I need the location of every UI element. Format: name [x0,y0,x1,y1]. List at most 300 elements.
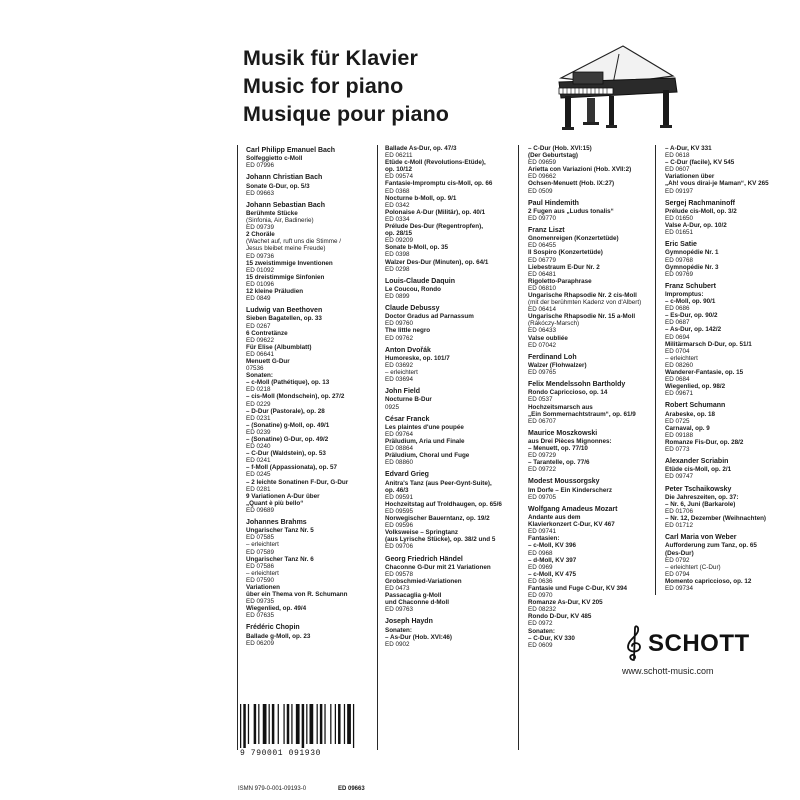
edition-line: ED 06641 [246,350,275,358]
composer-name: Frédéric Chopin [246,624,300,632]
work-title: Wiegenlied, op. 98/2 [665,383,726,391]
work-title: und Chaconne d-Moll [385,599,450,607]
barcode-bar [324,704,325,744]
composer-entry [528,430,650,474]
work-title: – cis-Moll (Mondschein), op. 27/2 [246,393,345,401]
edition-line: ED 0704 [665,347,690,355]
composer-name: Felix Mendelssohn Bartholdy [528,381,626,389]
barcode-bar [263,704,267,744]
composer-entry [385,388,507,410]
column-divider [655,145,656,595]
work-title: Im Dorfe – Ein Kinderscherz [528,486,612,494]
work-title: Fantasie-Impromptu cis-Moll, op. 66 [385,180,493,188]
work-title: 15 dreistimmige Sinfonien [246,273,325,281]
edition-line: ED 06414 [528,306,557,314]
edition-line: ED 01092 [246,266,275,274]
edition-line: ED 0636 [528,577,553,585]
edition-line: ED 0509 [528,187,553,195]
work-title: Berühmte Stücke [246,209,298,217]
work-title: Ballade g-Moll, op. 23 [246,632,311,640]
edition-line: ED 09188 [665,431,694,439]
barcode-bar [320,704,323,744]
edition-line: (Wachet auf, ruft uns die Stimme / [246,238,341,246]
work-title: 9 Variationen A-Dur über [246,492,320,500]
composer-entry [246,202,368,302]
edition-line: ED 09769 [665,270,694,278]
work-title: Valse A-Dur, op. 10/2 [665,222,727,230]
edition-line: ED 06433 [528,327,557,335]
title-block [243,44,449,128]
work-title: – (Sonatine) g-Moll, op. 49/1 [246,421,330,429]
work-title: – c-Moll, KV 475 [528,570,576,578]
edition-line: ED 09197 [665,187,694,195]
work-title: Gnomenreigen (Konzertetüde) [528,235,619,243]
work-title: Passacaglia g-Moll [385,592,442,600]
work-title: „Ein Sommernachtstraum“, op. 61/9 [528,410,636,418]
edition-line: ED 0968 [528,549,553,557]
edition-line: ED 0537 [528,396,553,404]
work-title: – C-Dur, KV 330 [528,634,575,642]
barcode-digits: 9 790001 091930 [240,749,322,757]
edition-line: ED 06481 [528,270,557,278]
barcode-bar [269,704,270,744]
edition-line: ED 0267 [246,322,271,330]
composer-entry [385,347,507,384]
work-title: Menuett G-Dur [246,357,290,365]
edition-line: ED 09764 [385,430,414,438]
work-title: Hochzeitstag auf Troldhaugen, op. 65/6 [385,500,502,508]
edition-line: ED 09705 [528,493,557,501]
edition-line: ED 0618 [665,152,690,160]
composer-entry [528,227,650,349]
work-title: Wiegenlied, op. 49/4 [246,605,307,613]
work-title: Sonaten: [528,627,555,635]
work-title: Arietta con Variazioni (Hob. XVII:2) [528,166,632,174]
edition-line: – erleichtert [246,541,279,549]
composer-name: Anton Dvořák [385,346,431,354]
work-title: Hochzeitsmarsch aus [528,403,593,411]
edition-line: ED 0849 [246,295,271,303]
edition-line: ED 0473 [385,585,410,593]
work-title: Etüde cis-Moll, op. 2/1 [665,466,732,474]
edition-line: ED 09578 [385,570,414,578]
work-title: Prélude Des-Dur (Regentropfen), [385,223,483,231]
work-title: Präludium, Aria und Finale [385,438,465,446]
composer-entry [665,458,787,480]
composer-name: Maurice Moszkowski [528,429,598,437]
work-title: Doctor Gradus ad Parnassum [385,313,474,321]
edition-line: ED 09706 [385,543,414,551]
work-title: Momento capriccioso, op. 12 [665,577,752,585]
work-title: – f-Moll (Appassionata), op. 57 [246,464,337,472]
composer-name: Johann Sebastian Bach [246,201,325,209]
edition-line: ED 07996 [246,162,275,170]
edition-line: ED 0231 [246,414,271,422]
composer-name: Georg Friedrich Händel [385,555,463,563]
edition-line: ED 09729 [528,452,557,460]
work-title: Volksweise – Springtanz [385,529,459,537]
work-title: Norwegischer Bauerntanz, op. 19/2 [385,515,490,523]
work-title: Carnaval, op. 9 [665,424,710,432]
work-title: 2 Choräle [246,231,275,239]
work-title: Rondo D-Dur, KV 485 [528,613,592,621]
edition-line: ED 06209 [246,639,275,647]
edition-line: ED 01651 [665,229,694,237]
work-title: – Es-Dur, op. 90/2 [665,312,718,320]
title-german: Musik für Klavier [243,46,418,70]
composer-name: Peter Tschaikowsky [665,485,732,493]
edition-line: ED 09574 [385,173,414,181]
edition-line: ED 09770 [528,214,557,222]
edition-line: ED 07585 [246,534,275,542]
work-title: Le Coucou, Rondo [385,285,441,293]
work-title: – As-Dur, op. 142/2 [665,326,722,334]
composer-entry [528,354,650,376]
work-title: – c-Moll (Pathétique), op. 13 [246,379,330,387]
work-title: über ein Thema von R. Schumann [246,591,348,599]
edition-line: ED 07635 [246,612,275,620]
composer-entry [385,416,507,467]
catalog-column-3 [528,145,650,654]
barcode-bar [310,704,314,744]
edition-line: (mit der berühmten Kadenz von d'Albert) [528,299,642,307]
work-title: Aufforderung zum Tanz, op. 65 [665,542,757,550]
edition-line: ED 09622 [246,336,275,344]
edition-line: ED 09663 [246,189,275,197]
edition-line: ED 07586 [246,562,275,570]
work-title: „Ah! vous dirai-je Maman“, KV 265 [665,180,769,188]
work-title: Variationen [246,583,280,591]
work-title: Chaconne G-Dur mit 21 Variationen [385,563,491,571]
edition-line: ED 03692 [385,361,414,369]
work-title: Variationen über [665,173,715,181]
edition-line: ED 06707 [528,417,557,425]
work-title: Valse oubliée [528,334,568,342]
composer-entry [246,519,368,619]
composer-name: Johannes Brahms [246,519,307,527]
work-title: Impromptus: [665,291,704,299]
work-title: Für Elise (Albumblatt) [246,343,312,351]
edition-line: ED 0239 [246,428,271,436]
composer-name: Joseph Haydn [385,618,433,626]
composer-entry [665,402,787,453]
edition-line: ED 0334 [385,215,410,223]
work-title: Ungarischer Tanz Nr. 6 [246,555,314,563]
work-title: op. 28/15 [385,230,412,238]
catalog-column-1 [246,147,368,652]
edition-line: ED 06455 [528,242,557,250]
edition-line: ED 08260 [665,361,694,369]
composer-entry [246,174,368,196]
publisher-url[interactable]: www.schott-music.com [622,666,714,676]
composer-name: Modest Moussorgsky [528,478,600,486]
title-french: Musique pour piano [243,102,450,126]
publisher-logo: SCHOTT [648,630,750,657]
work-title: Prélude cis-Moll, op. 3/2 [665,207,737,215]
composer-name: Carl Maria von Weber [665,534,737,542]
work-title: Il Sospiro (Konzertetüde) [528,249,603,257]
work-title: Anitra's Tanz (aus Peer-Gynt-Suite), [385,479,492,487]
edition-line: 0925 [385,403,400,411]
edition-line: ED 0687 [665,319,690,327]
composer-name: Wolfgang Amadeus Mozart [528,505,618,513]
composer-name: Sergej Rachmaninoff [665,199,736,207]
work-title: Grobschmied-Variationen [385,577,462,585]
edition-line: ED 06211 [385,152,413,160]
edition-line: ED 09760 [385,320,414,328]
barcode-bar [330,704,331,744]
composer-name: César Franck [385,415,430,423]
work-title: Militärmarsch D-Dur, op. 51/1 [665,340,752,348]
edition-line: ED 0969 [528,563,553,571]
edition-number: ED 09663 [338,786,365,792]
work-title: op. 10/12 [385,166,412,174]
composer-name: Ferdinand Loh [528,353,577,361]
edition-line: ED 0281 [246,485,271,493]
composer-entry [665,241,787,278]
work-title: Wanderer-Fantasie, op. 15 [665,369,744,377]
composer-entry [385,618,507,647]
composer-entry [246,624,368,646]
composer-entry [385,305,507,342]
composer-entry [528,478,650,500]
edition-line: ED 09734 [665,585,694,593]
edition-line: ED 0240 [246,443,271,451]
barcode-bar [302,704,305,748]
work-title: 2 Fugen aus „Ludus tonalis“ [528,207,614,215]
composer-entry [385,145,507,273]
edition-line: ED 09765 [528,369,557,377]
barcode-bar [296,704,300,744]
edition-line: ED 0241 [246,457,271,465]
work-title: Ballade As-Dur, op. 47/3 [385,145,457,152]
barcode-bar [335,704,336,744]
barcode-bar [240,704,241,748]
edition-line: ED 0684 [665,376,690,384]
edition-line: ED 0609 [528,641,553,649]
edition-line: ED 08232 [528,606,557,614]
composer-name: Claude Debussy [385,305,440,313]
edition-line: ED 08864 [385,445,414,453]
work-title: Romanze As-Dur, KV 205 [528,599,603,607]
edition-line: ED 0686 [665,305,690,313]
work-title: Sonate G-Dur, op. 5/3 [246,182,310,190]
work-title: Sonaten: [246,372,273,380]
edition-line: (Sinfonia, Air, Badinerie) [246,217,314,225]
edition-line: – erleichtert [385,369,418,377]
work-title: – (Sonatine) G-Dur, op. 49/2 [246,436,329,443]
composer-entry [385,278,507,300]
work-title: „Quant è più bello“ [246,499,304,507]
composer-name: Edvard Grieg [385,471,429,479]
work-title: (Der Geburtstag) [528,152,579,160]
edition-line: ED 09747 [665,473,694,481]
work-title: Die Jahreszeiten, op. 37: [665,493,739,501]
edition-line: ED 09741 [528,528,557,536]
edition-line: ED 0972 [528,620,553,628]
composer-name: Paul Hindemith [528,199,579,207]
composer-entry [528,145,650,195]
work-title: Präludium, Choral und Fuge [385,452,470,460]
work-title: – c-Moll, op. 90/1 [665,298,716,306]
barcode-bar [353,704,354,748]
composer-entry [528,200,650,222]
edition-line: 07536 [246,365,264,373]
work-title: – A-Dur, KV 331 [665,145,712,152]
composer-entry [385,556,507,614]
composer-entry [665,283,787,398]
composer-entry [665,534,787,592]
work-title: Gymnopédie Nr. 3 [665,263,719,271]
composer-name: Ludwig van Beethoven [246,307,323,315]
composer-entry [246,307,368,514]
work-title: The little negro [385,327,431,335]
composer-name: John Field [385,388,420,396]
edition-line: ED 09662 [528,173,557,181]
work-title: Rigoletto-Paraphrase [528,277,592,285]
edition-line: ED 09735 [246,598,275,606]
barcode-bar [287,704,290,744]
work-title: – As-Dur (Hob. XVI:46) [385,633,452,641]
composer-name: Alexander Scriabin [665,458,729,466]
title-english: Music for piano [243,74,404,98]
treble-clef-icon [622,624,646,662]
composer-entry [528,381,650,425]
work-title: Etüde c-Moll (Revolutions-Etüde), [385,159,486,167]
edition-line: ED 09596 [385,522,414,530]
work-title: Ungarische Rhapsodie Nr. 15 a-Moll [528,313,636,321]
work-title: Fantasien: [528,535,560,543]
work-title: Fantasie und Fuge C-Dur, KV 394 [528,585,628,593]
barcode-bar [283,704,284,744]
edition-line: – erleichtert (C-Dur) [665,563,721,571]
edition-line: ED 0902 [385,640,410,648]
barcode-bar [278,704,279,744]
edition-line: ED 06779 [528,256,557,264]
edition-line: ED 0792 [665,556,690,564]
composer-name: Carl Philipp Emanuel Bach [246,147,336,154]
work-title: Rondo Capriccioso, op. 14 [528,389,608,397]
work-title: Ungarische Rhapsodie Nr. 2 cis-Moll [528,292,637,299]
edition-line: ED 0899 [385,292,410,300]
work-title: Ochsen-Menuett (Hob. IX:27) [528,180,615,188]
work-title: Solfeggietto c-Moll [246,155,303,163]
edition-line: ED 07042 [528,341,557,349]
edition-line: ED 01096 [246,280,275,288]
work-title: Ungarischer Tanz Nr. 5 [246,527,314,535]
work-title: Liebestraum E-Dur Nr. 2 [528,263,600,271]
edition-line: ED 0694 [665,333,690,341]
edition-line: ED 0794 [665,570,690,578]
composer-entry [665,486,787,530]
composer-name: Eric Satie [665,241,697,249]
work-title: – Tarantelle, op. 77/6 [528,459,590,467]
edition-line: ED 09671 [665,390,694,398]
work-title: 15 zweistimmige Inventionen [246,259,333,267]
barcode-bar [272,704,275,744]
edition-line: ED 08860 [385,459,414,467]
barcode-bar [243,704,246,748]
edition-line: ED 09768 [665,256,694,264]
composer-entry [246,147,368,169]
edition-line: ED 0970 [528,592,553,600]
barcode-bar [254,704,257,744]
work-title: Humoreske, op. 101/7 [385,354,450,362]
barcode-bar [258,704,259,744]
ismn-number: ISMN 979-0-001-09193-0 [238,786,307,792]
edition-line: ED 0229 [246,400,271,408]
edition-line: ED 09762 [385,334,414,342]
edition-line: ED 0607 [665,166,690,174]
edition-line: ED 0773 [665,446,690,454]
work-title: – C-Dur (facile), KV 545 [665,159,735,167]
work-title: – C-Dur (Waldstein), op. 53 [246,450,326,458]
edition-line: ED 09736 [246,252,275,260]
barcode-bar [347,704,351,744]
edition-line: ED 09689 [246,506,275,514]
edition-line: – erleichtert [246,569,279,577]
work-title: op. 46/3 [385,486,409,494]
edition-line: ED 06810 [528,284,557,292]
barcode-bar [291,704,292,744]
edition-line: ED 0298 [385,265,410,273]
edition-line: ED 0245 [246,471,271,479]
work-title: 12 kleine Präludien [246,288,304,296]
work-title: Nocturne B-Dur [385,396,432,404]
edition-line: ED 09722 [528,466,557,474]
work-title: Les plaintes d'une poupée [385,423,464,431]
composer-name: Franz Liszt [528,227,565,235]
work-title: – 2 leichte Sonatinen F-Dur, G-Dur [246,478,349,486]
catalog-column-2 [385,145,507,653]
work-title: Polonaise A-Dur (Militär), op. 40/1 [385,208,486,216]
work-title: Gymnopédie Nr. 1 [665,249,719,257]
work-title: (aus Lyrische Stücke), op. 38/2 und 5 [385,536,496,544]
edition-line: ED 09595 [385,507,414,515]
edition-line: ED 01706 [665,507,694,515]
composer-entry [385,471,507,550]
barcode-bar [338,704,341,744]
edition-line: ED 09763 [385,606,414,614]
barcode-bar [344,704,345,744]
column-divider [377,145,378,750]
composer-name: Louis-Claude Daquin [385,277,455,285]
composer-entry [665,145,787,195]
barcode-bar [317,704,318,744]
work-title: Arabeske, op. 18 [665,410,716,418]
work-title: Klavierkonzert C-Dur, KV 467 [528,521,615,529]
edition-line: ED 01650 [665,214,694,222]
edition-line: ED 01712 [665,522,694,530]
composer-entry [665,200,787,237]
grand-piano-image [553,42,681,132]
composer-name: Robert Schumann [665,402,726,410]
catalog-column-4 [665,145,787,597]
barcode-bar [248,704,249,744]
work-title: – C-Dur (Hob. XVI:15) [528,145,592,152]
work-title: aus Drei Pièces Mignonnes: [528,438,612,446]
edition-line: Jesus bleibet meine Freude) [246,245,326,253]
composer-name: Franz Schubert [665,282,716,290]
work-title: – D-Dur (Pastorale), op. 28 [246,407,325,415]
barcode-bar [306,704,307,744]
edition-line: ED 0398 [385,251,410,259]
work-title: (Des-Dur) [665,549,694,557]
column-divider [237,145,238,750]
work-title: Sieben Bagatellen, op. 33 [246,315,322,323]
work-title: – Nr. 12, Dezember (Weihnachten) [665,515,767,523]
work-title: – Nr. 6, Juni (Barkarole) [665,500,736,508]
